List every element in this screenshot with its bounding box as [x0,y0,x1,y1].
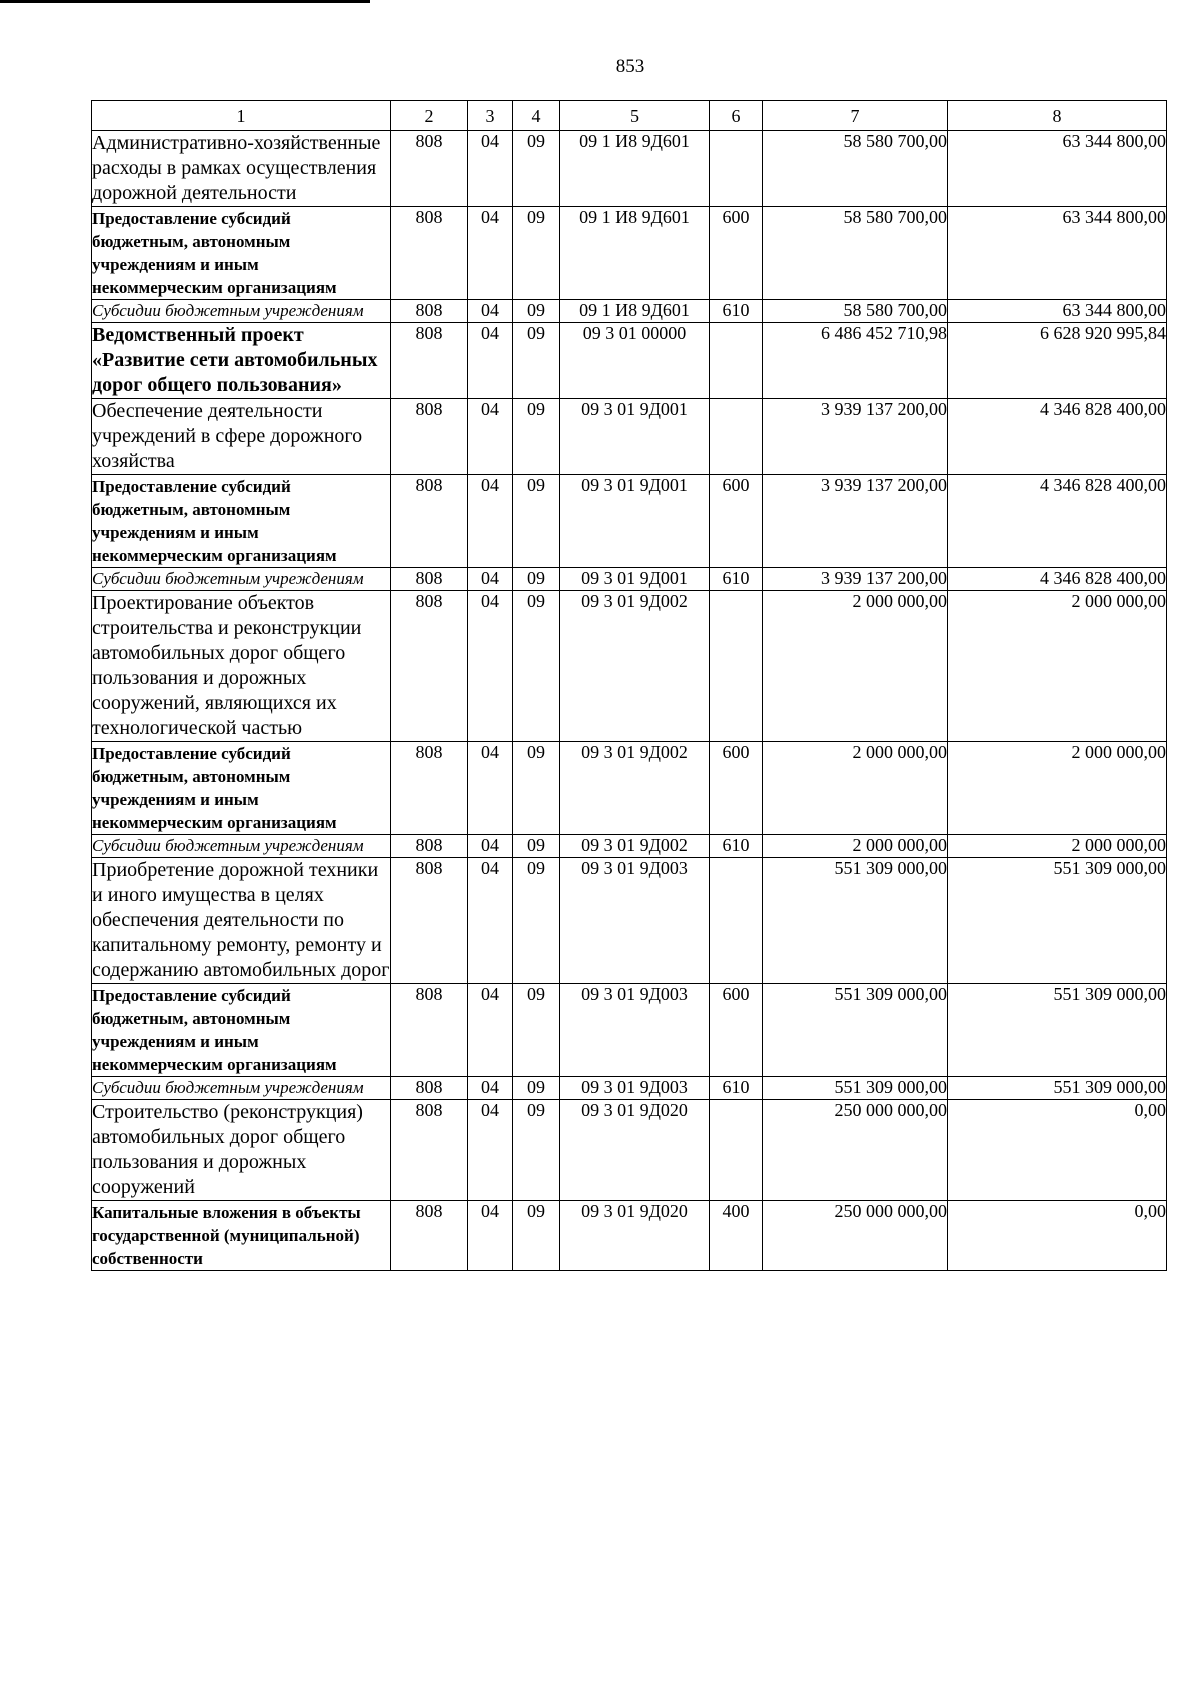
table-row [92,568,1167,591]
table-row [92,984,1167,1077]
section-code: 04 [468,1077,513,1100]
expense-name: Субсидии бюджетным учреждениям [92,1077,391,1100]
subsection-code: 09 [513,300,560,323]
ministry-code: 808 [391,742,468,835]
amount-year-2: 4 346 828 400,00 [948,475,1167,568]
subsection-code: 09 [513,591,560,742]
amount-year-1: 6 486 452 710,98 [763,323,948,399]
table-row [92,858,1167,984]
subsection-code: 09 [513,399,560,475]
amount-year-1: 3 939 137 200,00 [763,475,948,568]
amount-year-2: 63 344 800,00 [948,131,1167,207]
table-row [92,323,1167,399]
target-article-code: 09 3 01 9Д002 [560,742,710,835]
amount-year-1: 3 939 137 200,00 [763,399,948,475]
subsection-code: 09 [513,835,560,858]
table-row [92,1201,1167,1271]
expense-name: Строительство (реконструкция) автомобильных дорог общего пользования и дорожных сооружений [92,1100,391,1201]
budget-table [91,100,1167,1271]
expense-type-code: 600 [710,742,763,835]
subsection-code: 09 [513,131,560,207]
amount-year-1: 3 939 137 200,00 [763,568,948,591]
amount-year-1: 551 309 000,00 [763,858,948,984]
expense-name: Ведомственный проект «Развитие сети автомобильных дорог общего пользования» [92,323,391,399]
expense-type-code: 610 [710,568,763,591]
target-article-code: 09 3 01 9Д003 [560,858,710,984]
target-article-code: 09 3 01 9Д002 [560,591,710,742]
ministry-code: 808 [391,984,468,1077]
target-article-code: 09 3 01 00000 [560,323,710,399]
table-row [92,475,1167,568]
subsection-code: 09 [513,984,560,1077]
subsection-code: 09 [513,1100,560,1201]
ministry-code: 808 [391,858,468,984]
header-col-5: 5 [560,101,710,131]
table-row [92,742,1167,835]
expense-type-code: 610 [710,300,763,323]
amount-year-1: 2 000 000,00 [763,742,948,835]
amount-year-1: 2 000 000,00 [763,591,948,742]
header-row [92,101,1167,131]
subsection-code: 09 [513,568,560,591]
expense-type-code [710,1100,763,1201]
table-row [92,1100,1167,1201]
expense-name: Предоставление субсидий бюджетным, автономным учреждениям и иным некоммерческим организациям [92,984,391,1077]
ministry-code: 808 [391,131,468,207]
amount-year-1: 58 580 700,00 [763,131,948,207]
section-code: 04 [468,742,513,835]
section-code: 04 [468,207,513,300]
ministry-code: 808 [391,323,468,399]
subsection-code: 09 [513,207,560,300]
amount-year-2: 551 309 000,00 [948,984,1167,1077]
section-code: 04 [468,568,513,591]
ministry-code: 808 [391,475,468,568]
expense-name: Предоставление субсидий бюджетным, автономным учреждениям и иным некоммерческим организациям [92,742,391,835]
subsection-code: 09 [513,323,560,399]
subsection-code: 09 [513,742,560,835]
target-article-code: 09 3 01 9Д001 [560,568,710,591]
amount-year-2: 0,00 [948,1100,1167,1201]
amount-year-1: 58 580 700,00 [763,300,948,323]
target-article-code: 09 1 И8 9Д601 [560,131,710,207]
expense-name: Приобретение дорожной техники и иного имущества в целях обеспечения деятельности по капитальному ремонту, ремонту и содержанию автомобильных дорог [92,858,391,984]
amount-year-1: 250 000 000,00 [763,1100,948,1201]
section-code: 04 [468,1201,513,1271]
table-row [92,835,1167,858]
section-code: 04 [468,591,513,742]
table-row [92,591,1167,742]
ministry-code: 808 [391,835,468,858]
amount-year-1: 58 580 700,00 [763,207,948,300]
expense-name: Предоставление субсидий бюджетным, автономным учреждениям и иным некоммерческим организациям [92,475,391,568]
expense-type-code [710,131,763,207]
header-col-1: 1 [92,101,391,131]
header-col-3: 3 [468,101,513,131]
section-code: 04 [468,835,513,858]
page-number: 853 [615,56,645,77]
amount-year-2: 6 628 920 995,84 [948,323,1167,399]
expense-name: Капитальные вложения в объекты государственной (муниципальной) собственности [92,1201,391,1271]
subsection-code: 09 [513,858,560,984]
expense-type-code: 600 [710,207,763,300]
expense-type-code [710,858,763,984]
header-col-2: 2 [391,101,468,131]
amount-year-2: 63 344 800,00 [948,300,1167,323]
amount-year-2: 2 000 000,00 [948,591,1167,742]
expense-name: Субсидии бюджетным учреждениям [92,568,391,591]
amount-year-2: 63 344 800,00 [948,207,1167,300]
table-row [92,300,1167,323]
target-article-code: 09 3 01 9Д020 [560,1201,710,1271]
ministry-code: 808 [391,1077,468,1100]
expense-type-code: 600 [710,475,763,568]
target-article-code: 09 3 01 9Д001 [560,475,710,568]
subsection-code: 09 [513,475,560,568]
amount-year-2: 551 309 000,00 [948,858,1167,984]
ministry-code: 808 [391,300,468,323]
table-row [92,399,1167,475]
target-article-code: 09 3 01 9Д003 [560,1077,710,1100]
expense-name: Предоставление субсидий бюджетным, автономным учреждениям и иным некоммерческим организациям [92,207,391,300]
table-row [92,1077,1167,1100]
expense-name: Административно-хозяйственные расходы в рамках осуществления дорожной деятельности [92,131,391,207]
amount-year-2: 551 309 000,00 [948,1077,1167,1100]
ministry-code: 808 [391,568,468,591]
section-code: 04 [468,858,513,984]
ministry-code: 808 [391,1201,468,1271]
amount-year-1: 551 309 000,00 [763,1077,948,1100]
amount-year-2: 4 346 828 400,00 [948,568,1167,591]
header-col-7: 7 [763,101,948,131]
target-article-code: 09 1 И8 9Д601 [560,207,710,300]
expense-name: Субсидии бюджетным учреждениям [92,835,391,858]
expense-type-code [710,323,763,399]
expense-type-code: 600 [710,984,763,1077]
section-code: 04 [468,475,513,568]
expense-type-code: 610 [710,835,763,858]
section-code: 04 [468,984,513,1077]
expense-type-code: 610 [710,1077,763,1100]
table-row [92,207,1167,300]
target-article-code: 09 3 01 9Д001 [560,399,710,475]
amount-year-2: 2 000 000,00 [948,835,1167,858]
amount-year-2: 2 000 000,00 [948,742,1167,835]
ministry-code: 808 [391,207,468,300]
header-col-6: 6 [710,101,763,131]
section-code: 04 [468,300,513,323]
section-code: 04 [468,323,513,399]
ministry-code: 808 [391,399,468,475]
header-col-8: 8 [948,101,1167,131]
amount-year-1: 551 309 000,00 [763,984,948,1077]
section-code: 04 [468,1100,513,1201]
amount-year-1: 250 000 000,00 [763,1201,948,1271]
expense-type-code: 400 [710,1201,763,1271]
target-article-code: 09 3 01 9Д020 [560,1100,710,1201]
header-col-4: 4 [513,101,560,131]
ministry-code: 808 [391,591,468,742]
table-row [92,131,1167,207]
amount-year-2: 4 346 828 400,00 [948,399,1167,475]
subsection-code: 09 [513,1077,560,1100]
subsection-code: 09 [513,1201,560,1271]
amount-year-2: 0,00 [948,1201,1167,1271]
target-article-code: 09 3 01 9Д003 [560,984,710,1077]
expense-name: Проектирование объектов строительства и реконструкции автомобильных дорог общего пользования и дорожных сооружений, являющихся их технологической частью [92,591,391,742]
section-code: 04 [468,399,513,475]
expense-type-code [710,399,763,475]
ministry-code: 808 [391,1100,468,1201]
target-article-code: 09 3 01 9Д002 [560,835,710,858]
expense-name: Обеспечение деятельности учреждений в сфере дорожного хозяйства [92,399,391,475]
amount-year-1: 2 000 000,00 [763,835,948,858]
target-article-code: 09 1 И8 9Д601 [560,300,710,323]
scan-edge-bar [0,0,370,3]
expense-type-code [710,591,763,742]
expense-name: Субсидии бюджетным учреждениям [92,300,391,323]
section-code: 04 [468,131,513,207]
